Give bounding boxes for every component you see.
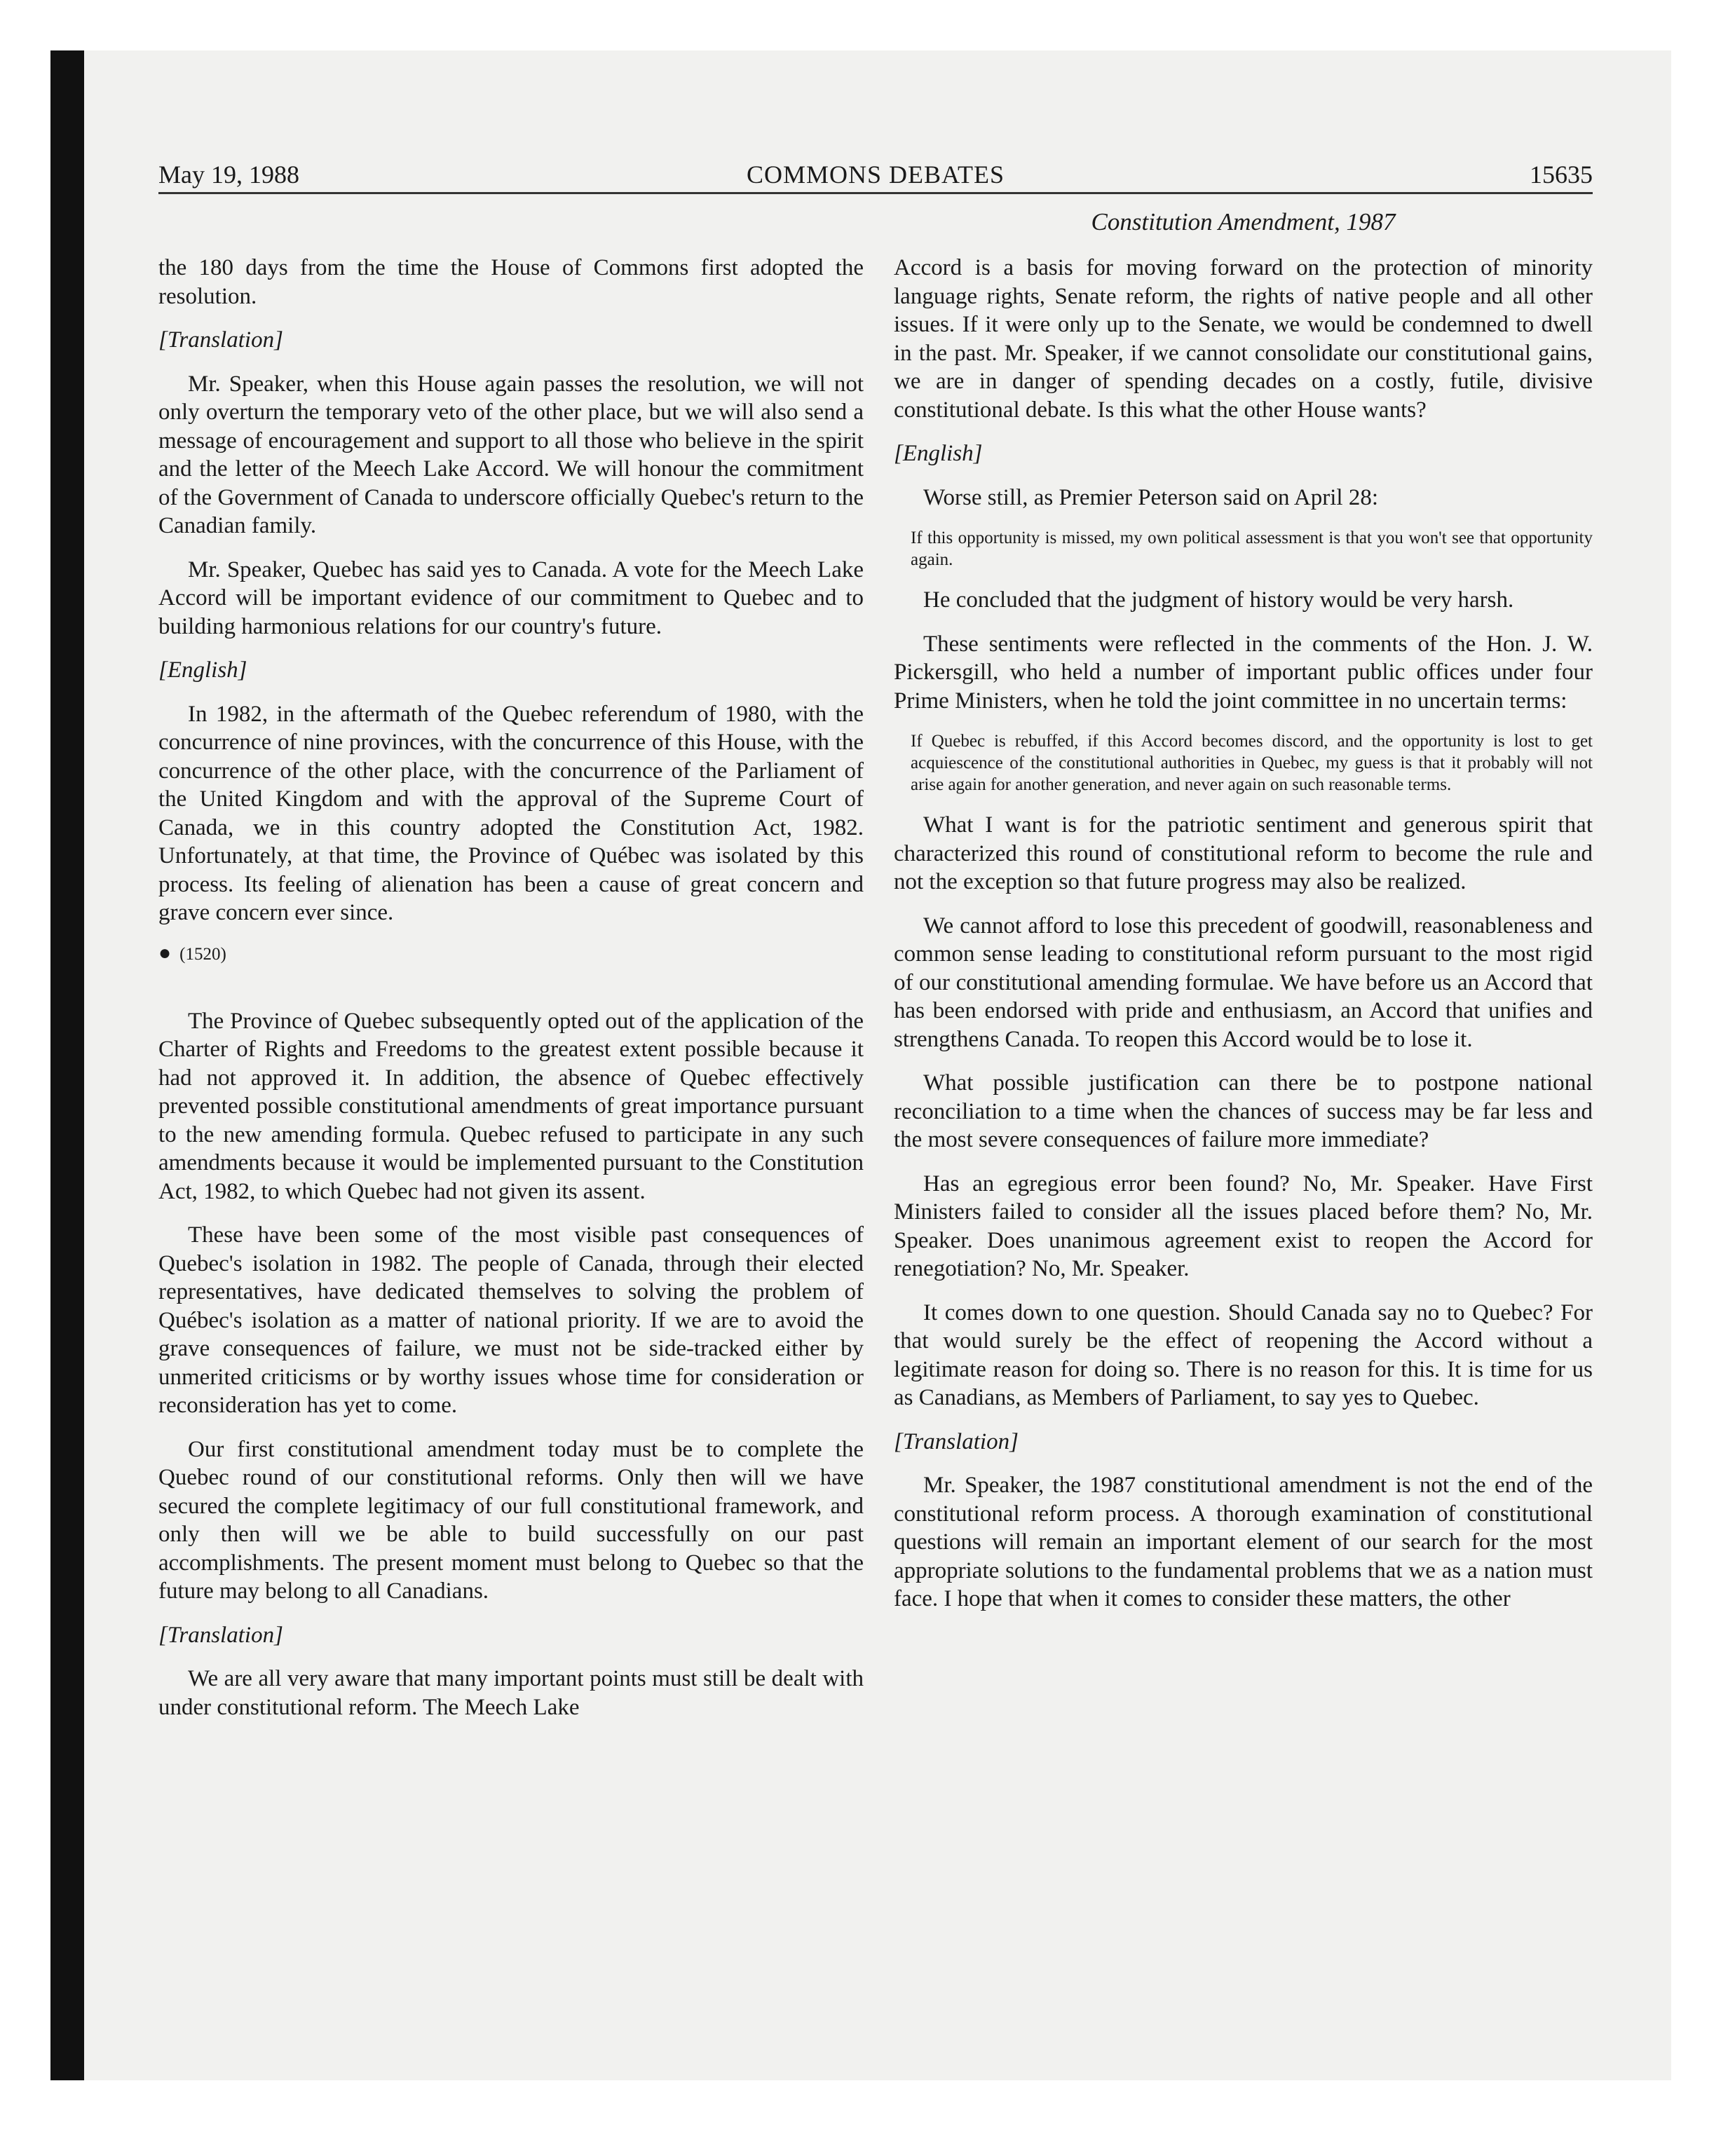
paragraph: He concluded that the judgment of history would be very harsh. bbox=[923, 587, 1514, 613]
left-column bbox=[158, 254, 864, 1737]
paragraph: Mr. Speaker, Quebec has said yes to Canada. A vote for the Meech Lake Accord will be important evidence of our commitment to Quebec and to building harmonious relations for our country's future. bbox=[158, 557, 864, 639]
paragraph: These have been some of the most visible past consequences of Quebec's isolation in 1982. The people of Canada, through their elected representatives, have dedicated themselves to solving the problem of Québec's isolation as a matter of national priority. If we are to avoid the grave consequences of failure, we must not be side-tracked either by unmerited criticisms or by worthy issues whose time for consideration or reconsideration has yet to come. bbox=[158, 1222, 864, 1418]
paragraph: Accord is a basis for moving forward on the protection of minority language rights, Senate reform, the rights of native people and all other issues. If it were only up to the Senate, we would be condemned to dwell in the past. Mr. Speaker, if we cannot consolidate our constitutional gains, we are in danger of spending decades on a costly, futile, divisive constitutional debate. Is this what the other House wants? bbox=[894, 255, 1593, 423]
paragraph: We are all very aware that many important points must still be dealt with under constitutional reform. The Meech Lake bbox=[158, 1666, 864, 1720]
bullet-icon: ● bbox=[158, 941, 172, 964]
header-date: May 19, 1988 bbox=[158, 161, 299, 189]
paragraph: It comes down to one question. Should Canada say no to Quebec? For that would surely be the effect of reopening the Accord without a legitimate reason for doing so. There is no reason for this. It is time for us as Canadians, as Members of Parliament, to say yes to Quebec. bbox=[894, 1299, 1593, 1410]
paragraph: The Province of Quebec subsequently opted out of the application of the Charter of Rights and Freedoms to the greatest extent possible because it had not approved it. In addition, the absence of Quebec effectively prevented possible constitutional amendments of great importance pursuant to the new amending formula. Quebec refused to participate in any such amendments because it would be implemented pursuant to the Constitution Act, 1982, to which Quebec had not given its assent. bbox=[158, 1008, 864, 1204]
language-marker: [Translation] bbox=[158, 327, 283, 353]
scan-edge bbox=[50, 50, 84, 2080]
paragraph: We cannot afford to lose this precedent of goodwill, reasonableness and common sense leading to constitutional reform pursuant to the most rigid of our constitutional amending formulae. We have before us an Accord that has been endorsed with pride and enthusiasm, an Accord that unifies and strengthens Canada. To reopen this Accord would be to lose it. bbox=[894, 913, 1593, 1052]
time-marker bbox=[158, 943, 864, 965]
paragraph: Our first constitutional amendment today must be to complete the Quebec round of our constitutional reforms. Only then will we have secured the complete legitimacy of our full constitutional framework, and only then will we be able to build successfully on our past accomplishments. The present moment must belong to Quebec so that the future may belong to all Canadians. bbox=[158, 1436, 864, 1604]
paragraph: the 180 days from the time the House of Commons first adopted the resolution. bbox=[158, 255, 864, 309]
paragraph: Worse still, as Premier Peterson said on April 28: bbox=[923, 484, 1379, 510]
paragraph: In 1982, in the aftermath of the Quebec referendum of 1980, with the concurrence of nine provinces, with the concurrence of this House, with the concurrence of the other place, with the concurrence of the Parliament of the United Kingdom and with the approval of the Supreme Court of Canada, we in this country adopted the Constitution Act, 1982. Unfortunately, at that time, the Province of Québec was isolated by this process. Its feeling of alienation has been a cause of great concern and grave concern ever since. bbox=[158, 701, 864, 925]
language-marker: [Translation] bbox=[158, 1622, 283, 1648]
block-quote: If this opportunity is missed, my own political assessment is that you won't see that opportunity again. bbox=[911, 528, 1593, 569]
page-header bbox=[158, 157, 1593, 194]
time-marker-text: (1520) bbox=[179, 944, 226, 964]
paragraph: Has an egregious error been found? No, Mr. Speaker. Have First Ministers failed to consider all the issues placed before them? No, Mr. Speaker. Does unanimous agreement exist to reopen the Accord for renegotiation? No, Mr. Speaker. bbox=[894, 1171, 1593, 1281]
block-quote: If Quebec is rebuffed, if this Accord becomes discord, and the opportunity is lost to get acquiescence of the constitutional authorities in Quebec, my guess is that it probably will not arise again for another generation, and never again on such reasonable terms. bbox=[911, 732, 1593, 794]
section-title: Constitution Amendment, 1987 bbox=[1091, 208, 1396, 236]
language-marker: [English] bbox=[158, 657, 247, 683]
header-page-number: 15635 bbox=[1530, 161, 1593, 189]
paragraph: What possible justification can there be to postpone national reconciliation to a time when the chances of success may be far less and the most severe consequences of failure more immediate? bbox=[894, 1070, 1593, 1152]
paragraph: Mr. Speaker, the 1987 constitutional amendment is not the end of the constitutional reform process. A thorough examination of constitutional questions will remain an important element of our search for the most appropriate solutions to the fundamental problems that we as a nation must face. I hope that when it comes to consider these matters, the other bbox=[894, 1473, 1593, 1611]
right-column bbox=[894, 254, 1593, 1629]
paragraph: Mr. Speaker, when this House again passes the resolution, we will not only overturn the temporary veto of the other place, but we will also send a message of encouragement and support to all those who believe in the spirit and the letter of the Meech Lake Accord. We will honour the commitment of the Government of Canada to underscore officially Quebec's return to the Canadian family. bbox=[158, 371, 864, 538]
paragraph: What I want is for the patriotic sentiment and generous spirit that characterized this round of constitutional reform to become the rule and not the exception so that future progress may also be realized. bbox=[894, 812, 1593, 894]
language-marker: [Translation] bbox=[894, 1428, 1019, 1454]
paragraph: These sentiments were reflected in the comments of the Hon. J. W. Pickersgill, who held a number of important public offices under four Prime Ministers, when he told the joint committee in no uncertain terms: bbox=[894, 631, 1593, 714]
header-publication: COMMONS DEBATES bbox=[746, 161, 1005, 189]
language-marker: [English] bbox=[894, 441, 983, 466]
